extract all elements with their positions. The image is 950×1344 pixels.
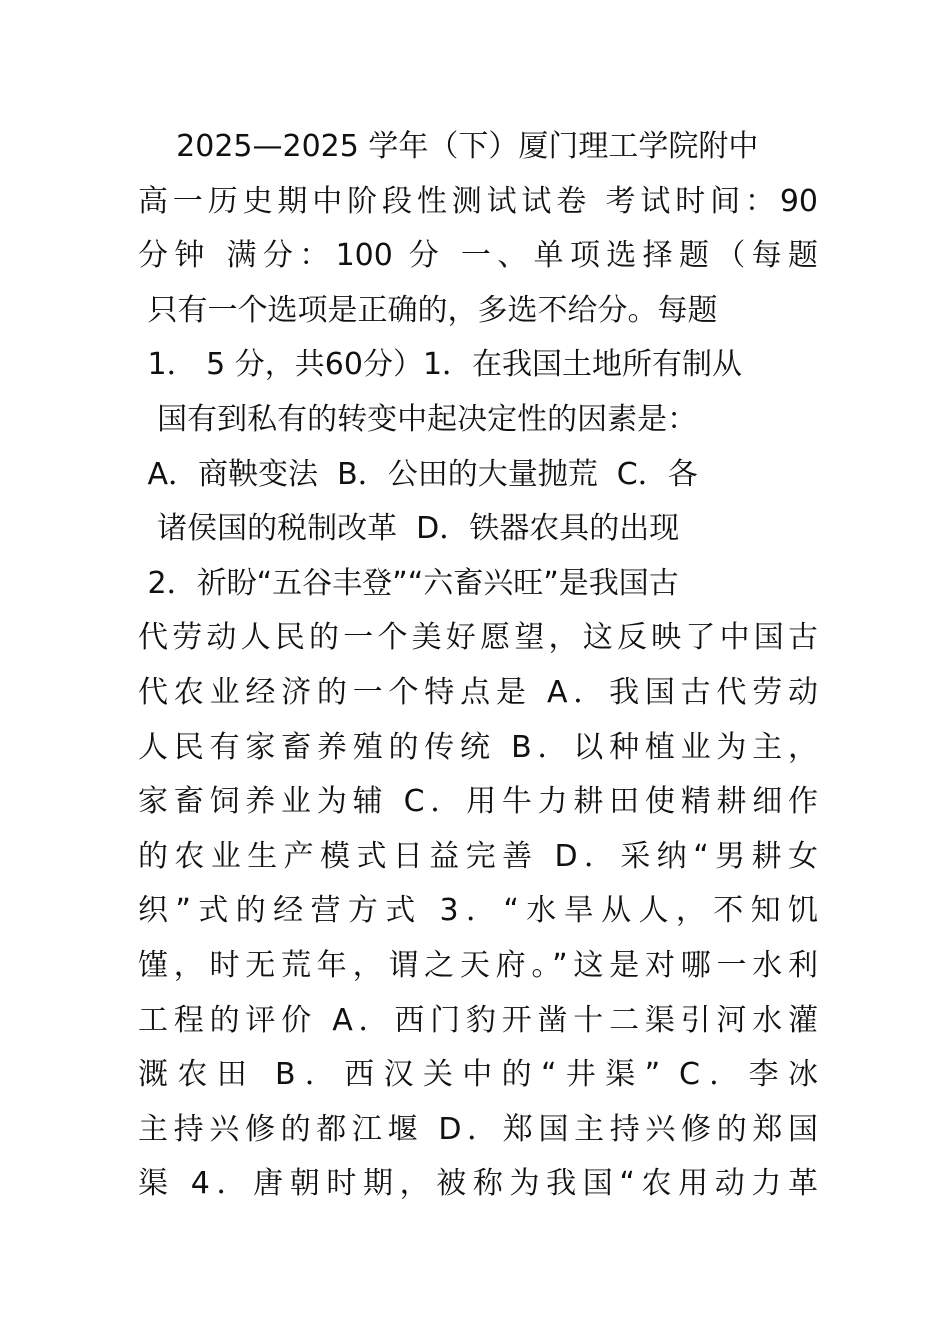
exam-text-body: [138, 120, 818, 1212]
text-line: 国有到私有的转变中起决定性的因素是：: [138, 401, 698, 437]
text-line: 1． 5 分，共60分）1．在我国土地所有制从: [138, 347, 743, 383]
text-line: 馑，时无荒年，谓之天府。”这是对哪一水利: [138, 947, 818, 983]
text-line: 家畜饲养业为辅 C．用牛力耕田使精耕细作: [138, 784, 818, 820]
text-line: 诸侯国的税制改革 D．铁器农具的出现: [138, 511, 680, 547]
text-line: 高一历史期中阶段性测试试卷 考试时间：90: [138, 183, 818, 219]
text-line: 只有一个选项是正确的，多选不给分。每题: [138, 292, 718, 328]
text-line: 溉农田 B．西汉关中的“井渠” C．李冰: [138, 1057, 818, 1093]
text-line: 工程的评价 A．西门豹开凿十二渠引河水灌: [138, 1002, 818, 1038]
text-line: 主持兴修的都江堰 D．郑国主持兴修的郑国: [138, 1111, 818, 1147]
text-line: 2025—2025 学年（下）厦门理工学院附中: [138, 129, 759, 164]
text-line: 人民有家畜养殖的传统 B．以种植业为主，: [138, 729, 818, 765]
text-line: 渠 4．唐朝时期，被称为我国“农用动力革: [138, 1166, 818, 1202]
text-line: 织”式的经营方式 3．“水旱从人，不知饥: [138, 893, 818, 929]
text-line: 代劳动人民的一个美好愿望，这反映了中国古: [138, 620, 818, 656]
text-line: 的农业生产模式日益完善 D．采纳“男耕女: [138, 838, 818, 874]
text-line: 代农业经济的一个特点是 A．我国古代劳动: [138, 674, 818, 710]
text-line: 2．祈盼“五谷丰登”“六畜兴旺”是我国古: [138, 565, 679, 601]
text-line: A．商鞅变法 B．公田的大量抛荒 C．各: [138, 456, 698, 492]
text-line: 分钟 满分：100 分 一、单项选择题（每题: [138, 238, 818, 274]
